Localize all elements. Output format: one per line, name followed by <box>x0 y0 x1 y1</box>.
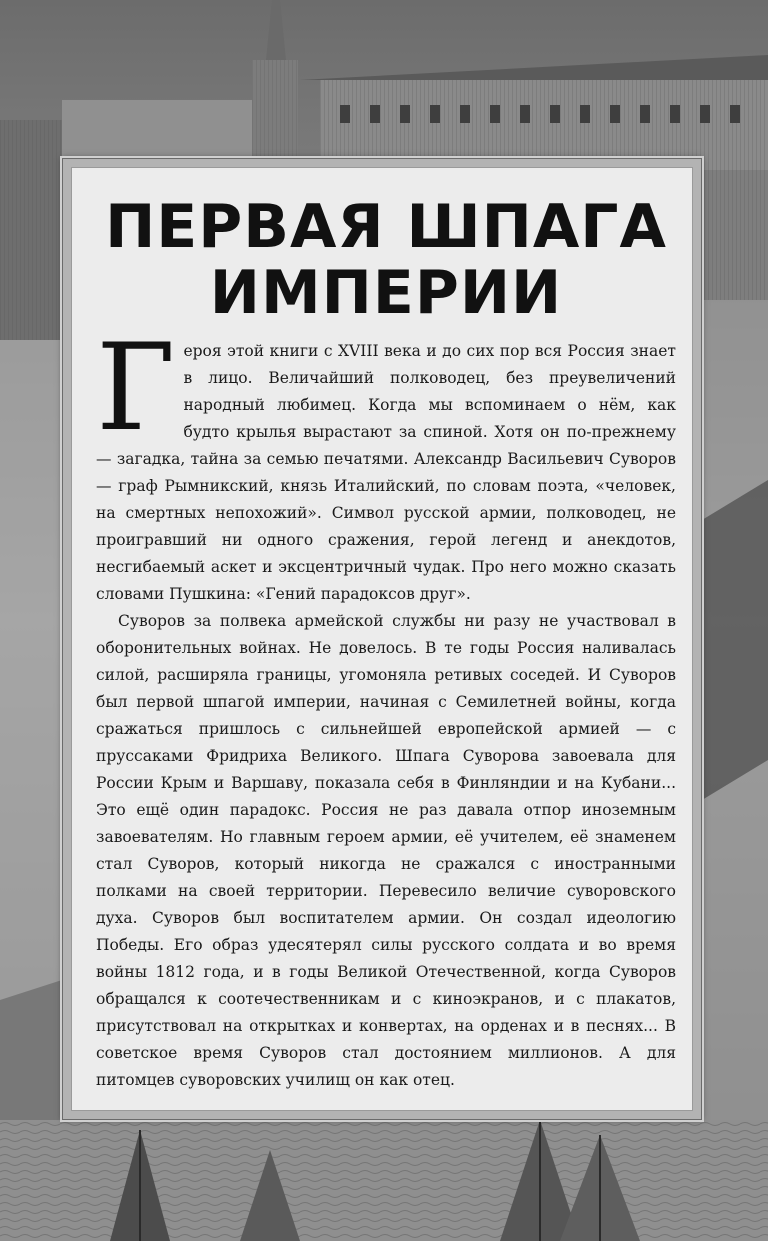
text-panel <box>62 158 702 1120</box>
chapter-title <box>96 194 676 326</box>
chapter-title-line2: ИМПЕРИИ <box>209 258 563 328</box>
paragraph-2: Суворов за полвека армейской службы ни разу не участвовал в оборонительных войнах. Не довелось. В те годы Россия наливалась силой, расширяла границы, угомоняла ретивых соседей. И Суворов был первой шпагой империи, начиная с Семилетней войны, когда сражаться пришлось с сильнейшей европейской армией — с пруссаками Фридриха Великого. Шпага Суворова завоевала для России Крым и Варшаву, показала себя в Финляндии и на Кубани... Это ещё один парадокс. Россия не раз давала отпор иноземным завоевателям. Но главным героем армии, её учителем, её знаменем стал Суворов, который никогда не сражался с иностранными полками на своей территории. Перевесило величие суворовского духа. Суворов был воспитателем армии. Он создал идеологию Победы. Его образ удесятерял силы русского солдата и во время войны 1812 года, и в годы Великой Отечественной, когда Суворов обращался к соотечественникам и с киноэкранов, и с плакатов, присутствовал на открытках и конвертах, на орденах и в песнях... В советское время Суворов стал достоянием миллионов. А для питомцев суворовских училищ он как отец. <box>96 612 676 1089</box>
paragraph-1 <box>96 319 676 608</box>
paragraph-1-text: ероя этой книги с XVIII века и до сих пор вся Россия знает в лицо. Величайший полководец, без преувеличений народный любимец. Когда мы вспоминаем о нём, как будто крылья вырастают за спиной. Хотя он по-прежнему — загадка, тайна за семью печатями. Александр Васильевич Суворов — граф Рымникский, князь Италийский, по словам поэта, «человек, на смертных непохожий». Символ русской армии, полководец, не проигравший ни одного сражения, герой легенд и анекдотов, несгибаемый аскет и эксцентричный чудак. Про него можно сказать словами Пушкина: «Гений парадоксов друг». <box>96 342 676 603</box>
text-panel-inner <box>71 167 693 1111</box>
article-body <box>96 319 676 1094</box>
drop-cap: Г <box>96 319 176 458</box>
chapter-title-line1: ПЕРВАЯ ШПАГА <box>105 192 667 262</box>
